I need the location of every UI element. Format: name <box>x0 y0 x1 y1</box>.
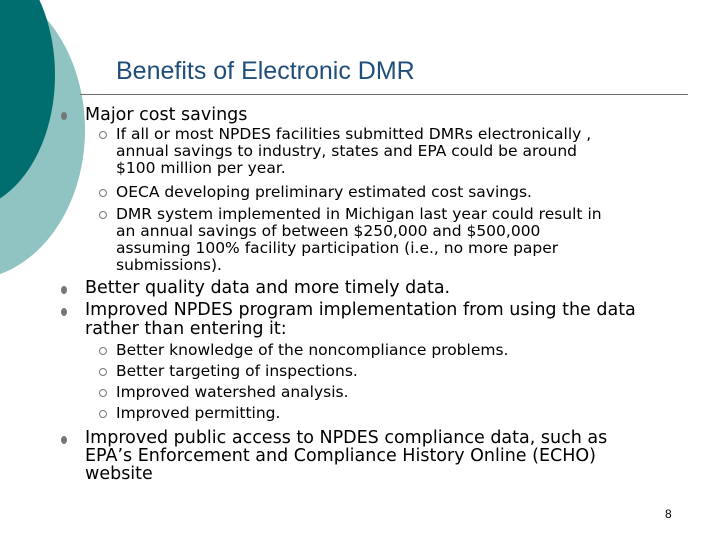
sub-bullet-icon <box>99 347 107 355</box>
bullet-icon <box>61 308 67 316</box>
sub-bullet-line: an annual savings of between $250,000 and $500,000 <box>116 222 541 240</box>
sub-bullet-line: assuming 100% facility participation (i.e., no more paper <box>116 239 559 257</box>
bullet-text: rather than entering it: <box>85 319 287 339</box>
bullet-text: Improved public access to NPDES compliance data, such as <box>85 428 608 448</box>
sub-bullet-line: OECA developing preliminary estimated cost savings. <box>116 183 532 201</box>
sub-bullet-icon <box>99 389 107 397</box>
sub-bullet-line: Improved watershed analysis. <box>116 383 349 401</box>
sub-bullet-line: If all or most NPDES facilities submitted DMRs electronically , <box>116 125 592 143</box>
sub-bullet-icon <box>99 410 107 418</box>
page-number: 8 <box>665 507 672 521</box>
sub-bullet-icon <box>99 368 107 376</box>
sub-bullet-line: Better targeting of inspections. <box>116 362 358 380</box>
bullet-icon <box>61 112 67 120</box>
bullet-text: website <box>85 464 153 484</box>
bullet-icon <box>61 286 67 294</box>
bullet-text: Major cost savings <box>85 105 248 125</box>
bullet-text: Improved NPDES program implementation from using the data <box>85 300 636 320</box>
sub-bullet-icon <box>99 189 107 197</box>
bullet-icon <box>61 436 67 444</box>
sub-bullet-line: Better knowledge of the noncompliance problems. <box>116 341 509 359</box>
sub-bullet-line: $100 million per year. <box>116 159 286 177</box>
bullet-text: EPA’s Enforcement and Compliance History Online (ECHO) <box>85 446 597 466</box>
bullet-text: Better quality data and more timely data. <box>85 278 451 298</box>
sub-bullet-line: Improved permitting. <box>116 404 281 422</box>
sub-bullet-icon <box>99 211 107 219</box>
sub-bullet-line: submissions). <box>116 256 222 274</box>
sub-bullet-line: DMR system implemented in Michigan last year could result in <box>116 205 602 223</box>
slide-title: Benefits of Electronic DMR <box>116 57 415 85</box>
sub-bullet-icon <box>99 131 107 139</box>
sub-bullet-line: annual savings to industry, states and EPA could be around <box>116 142 577 160</box>
